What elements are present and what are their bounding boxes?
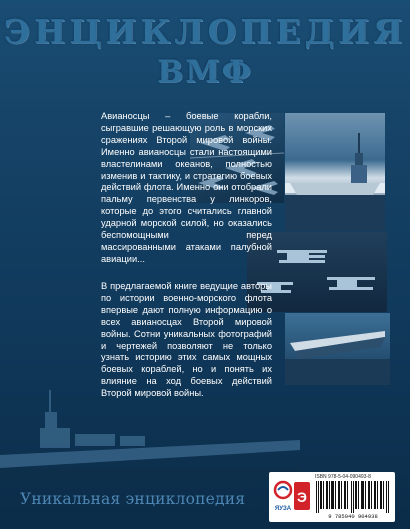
eksmo-logo-label: Э — [297, 489, 307, 505]
description-paragraph-2: В предлагаемой книге ведущие авторы по истории военно-морского флота впервые дают полную информацию о всех авианосцах Второй мировой войны. Сотни уникальных фотографий и чертежей позволяют не только узнать историю этих самых мощных боевых кораблей, но и понять их влияние на ход боевых действий Второй мировой войны. — [101, 281, 272, 399]
yauza-logo — [273, 478, 293, 514]
series-title: ЭНЦИКЛОПЕДИЯ — [3, 12, 407, 51]
yauza-logo-label: ЯУЗА — [274, 506, 292, 512]
eksmo-logo — [293, 478, 311, 514]
isbn-label: ISBN 978-5-04-090493-8 — [315, 474, 371, 480]
barcode-number: 9 785040 904938 — [328, 513, 378, 520]
barcode-panel — [269, 472, 395, 522]
yauza-logo-icon — [273, 478, 293, 514]
carrier-deck-image — [285, 113, 385, 231]
series-subtitle: ВМФ — [157, 54, 253, 90]
photo-carrier-deck — [285, 113, 385, 231]
series-caption: Уникальная энциклопедия — [20, 490, 246, 508]
eksmo-logo-icon — [293, 478, 311, 514]
carrier-underway-image — [285, 313, 390, 385]
photo-carrier-underway — [285, 313, 390, 385]
description-paragraph-1: Авианосцы – боевые корабли, сыгравшие решающую роль в морских сражениях Второй мировой войны. Именно авианосцы стали настоящими властелинами океанов, полностью изменив и тактику, и стратегию боевых действий флота. Именно они отобрали пальму первенства у линкоров, которые до этого считались главной ударной морской силой, но оказались беспомощными перед массированными атаками палубной авиации... — [101, 111, 272, 264]
barcode-bars — [315, 481, 391, 513]
